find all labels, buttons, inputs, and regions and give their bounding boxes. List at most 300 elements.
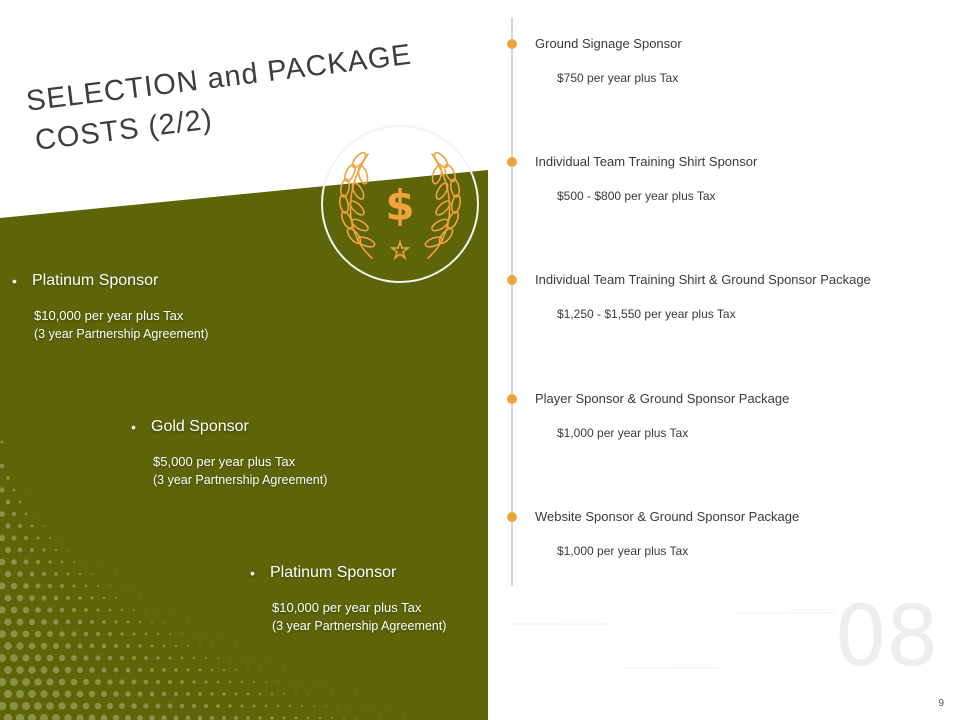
halftone-dot: [169, 609, 170, 610]
halftone-dot: [295, 693, 297, 695]
halftone-dot: [180, 704, 185, 709]
halftone-dot: [174, 692, 178, 696]
halftone-dot: [72, 608, 76, 612]
halftone-dot: [295, 669, 296, 670]
halftone-dot: [59, 631, 65, 637]
halftone-dot: [181, 633, 182, 634]
halftone-dot: [125, 691, 130, 696]
halftone-dot: [235, 693, 238, 696]
halftone-dot: [199, 669, 202, 672]
halftone-dot: [89, 667, 95, 673]
halftone-dot: [34, 678, 41, 685]
dollar-laurel-icon: [320, 124, 480, 284]
halftone-dot: [31, 525, 34, 528]
halftone-dot: [16, 642, 23, 649]
halftone-dot: [217, 681, 220, 684]
halftone-dot: [23, 607, 29, 613]
halftone-dot: [109, 609, 112, 612]
timeline-label: Individual Team Training Shirt & Ground Sponsor Package: [535, 272, 871, 287]
halftone-dot: [180, 680, 184, 684]
halftone-dot: [31, 501, 32, 502]
halftone-dot: [133, 585, 134, 586]
halftone-dot: [11, 607, 18, 614]
halftone-dot: [35, 607, 41, 613]
sponsor-note: (3 year Partnership Agreement): [34, 327, 209, 341]
halftone-dot: [144, 680, 149, 685]
halftone-dot: [53, 619, 58, 624]
halftone-dot: [119, 703, 125, 709]
halftone-dot: [10, 654, 18, 662]
halftone-dot: [5, 571, 11, 577]
halftone-dot: [78, 620, 83, 625]
halftone-dot: [223, 669, 225, 671]
halftone-dot: [107, 679, 113, 685]
halftone-dot: [107, 703, 113, 709]
halftone-dot: [55, 549, 57, 551]
timeline-label: Website Sponsor & Ground Sponsor Package: [535, 509, 800, 524]
halftone-dot: [132, 680, 137, 685]
halftone-dot: [55, 525, 56, 526]
halftone-dot: [25, 513, 28, 516]
timeline-label: Ground Signage Sponsor: [535, 36, 682, 51]
halftone-dot: [54, 596, 59, 601]
halftone-dot: [34, 702, 42, 710]
halftone-dot: [58, 702, 65, 709]
halftone-dot: [138, 644, 141, 647]
halftone-dot: [145, 633, 148, 636]
halftone-dot: [150, 668, 154, 672]
halftone-dot: [52, 690, 59, 697]
halftone-dot: [71, 655, 77, 661]
halftone-dot: [131, 703, 137, 709]
halftone-dot: [54, 572, 58, 576]
halftone-dot: [5, 547, 11, 553]
halftone-dot: [121, 585, 122, 586]
halftone-dot: [108, 632, 112, 636]
halftone-dot: [28, 690, 36, 698]
halftone-dot: [113, 667, 118, 672]
halftone-dot: [253, 681, 255, 683]
halftone-dot: [139, 621, 141, 623]
timeline-dot: [507, 394, 517, 404]
halftone-dot: [97, 561, 98, 562]
halftone-dot: [265, 657, 266, 658]
halftone-dot: [145, 609, 146, 610]
timeline-item: [506, 35, 936, 86]
halftone-dot: [23, 559, 28, 564]
halftone-dot: [270, 716, 273, 719]
sponsor-platinum-2: [250, 563, 446, 635]
halftone-dot: [319, 717, 321, 719]
halftone-dot: [241, 657, 242, 658]
halftone-dot: [204, 680, 207, 683]
halftone-dot: [48, 560, 51, 563]
halftone-dot: [168, 704, 173, 709]
halftone-dot: [65, 691, 72, 698]
halftone-dot: [210, 692, 214, 696]
halftone-dot: [60, 608, 65, 613]
halftone-dot: [10, 630, 17, 637]
halftone-dot: [295, 717, 298, 720]
halftone-dot: [23, 583, 29, 589]
halftone-dot: [193, 657, 195, 659]
timeline-label: Individual Team Training Shirt Sponsor: [535, 154, 758, 169]
title-line-2: COSTS (2/2): [33, 103, 215, 157]
sponsor-name: Platinum Sponsor: [270, 564, 397, 581]
halftone-dot: [307, 693, 308, 694]
halftone-dot: [192, 680, 195, 683]
halftone-dot: [168, 656, 171, 659]
halftone-dot: [103, 597, 105, 599]
halftone-dot: [175, 621, 176, 622]
halftone-dot: [35, 631, 41, 637]
halftone-dot: [127, 597, 128, 598]
halftone-dot: [29, 595, 35, 601]
halftone-dot: [5, 523, 10, 528]
halftone-dot: [240, 704, 243, 707]
halftone-dot: [77, 643, 82, 648]
halftone-dot: [259, 693, 261, 695]
dollar-symbol: $: [385, 181, 415, 230]
halftone-dot: [143, 703, 148, 708]
halftone-dot: [65, 643, 71, 649]
halftone-dot: [331, 717, 333, 719]
halftone-dot: [222, 716, 226, 720]
halftone-dot: [252, 704, 255, 707]
halftone-dot: [102, 620, 106, 624]
halftone-dot: [115, 573, 116, 574]
halftone-dot: [1, 441, 4, 444]
halftone-dot: [78, 596, 82, 600]
halftone-dot: [53, 643, 59, 649]
halftone-dot: [211, 645, 212, 646]
halftone-dot: [313, 681, 314, 682]
halftone-dot: [156, 680, 160, 684]
halftone-dot: [403, 717, 404, 718]
timeline-dot: [507, 157, 517, 167]
halftone-dot: [150, 644, 153, 647]
halftone-dot: [65, 667, 71, 673]
halftone-dot: [385, 705, 386, 706]
halftone-dot: [204, 704, 208, 708]
halftone-dot: [175, 645, 177, 647]
halftone-dot: [361, 705, 362, 706]
sponsor-gold: [131, 417, 327, 489]
halftone-dot: [61, 537, 62, 538]
halftone-dot: [181, 657, 184, 660]
halftone-dot: [216, 704, 220, 708]
halftone-dot: [67, 549, 68, 550]
halftone-dot: [95, 679, 101, 685]
halftone-dot: [253, 657, 254, 658]
halftone-dot: [35, 583, 40, 588]
halftone-dot: [120, 656, 124, 660]
halftone-dot: [97, 585, 99, 587]
halftone-dot: [337, 705, 338, 706]
halftone-dot: [379, 717, 380, 718]
halftone-dot: [283, 717, 286, 720]
bullet: •: [12, 273, 17, 289]
halftone-dot: [168, 680, 172, 684]
halftone-dot: [367, 717, 368, 718]
halftone-dot: [47, 655, 54, 662]
halftone-dot: [84, 608, 88, 612]
halftone-dot: [17, 619, 24, 626]
halftone-dot: [42, 548, 45, 551]
halftone-dot: [23, 631, 30, 638]
halftone-dot: [132, 632, 135, 635]
halftone-dot: [283, 669, 284, 670]
timeline-price: $500 - $800 per year plus Tax: [557, 189, 716, 203]
halftone-dot: [37, 513, 38, 514]
halftone-dot: [186, 668, 189, 671]
timeline-item: [506, 390, 936, 441]
halftone-dot: [229, 657, 230, 658]
halftone-dot: [89, 691, 95, 697]
halftone-dot: [151, 621, 153, 623]
halftone-dot: [6, 476, 9, 479]
halftone-dot: [319, 693, 320, 694]
halftone-dot: [101, 667, 106, 672]
halftone-dot: [155, 703, 160, 708]
halftone-dot: [228, 704, 232, 708]
halftone-dot: [223, 645, 224, 646]
halftone-dot: [343, 717, 345, 719]
halftone-dot: [246, 716, 250, 720]
halftone-dot: [133, 609, 135, 611]
halftone-dot: [60, 584, 64, 588]
halftone-dot: [91, 597, 94, 600]
halftone-dot: [271, 669, 272, 670]
sponsor-note: (3 year Partnership Agreement): [153, 473, 328, 487]
halftone-dot: [265, 681, 267, 683]
halftone-dot: [16, 690, 24, 698]
timeline-label: Player Sponsor & Ground Sponsor Package: [535, 391, 790, 406]
halftone-dot: [247, 669, 248, 670]
halftone-dot: [43, 525, 45, 527]
halftone-dot: [66, 620, 71, 625]
halftone-dot: [95, 655, 100, 660]
halftone-dot: [109, 585, 110, 586]
halftone-dot: [391, 717, 392, 718]
halftone-dot: [265, 705, 268, 708]
halftone-dot: [48, 584, 52, 588]
halftone-dot: [126, 644, 130, 648]
halftone-dot: [46, 678, 53, 685]
halftone-dot: [101, 691, 107, 697]
halftone-dot: [163, 621, 164, 622]
halftone-dot: [307, 717, 309, 719]
halftone-dot: [90, 644, 95, 649]
halftone-dot: [277, 681, 278, 682]
timeline-price: $750 per year plus Tax: [557, 71, 679, 85]
halftone-dot: [11, 583, 17, 589]
halftone-dot: [283, 693, 285, 695]
halftone-dot: [53, 667, 60, 674]
halftone-dot: [108, 656, 113, 661]
title-line-1: SELECTION and PACKAGE: [24, 38, 414, 118]
halftone-dot: [96, 608, 99, 611]
halftone-dot: [162, 668, 166, 672]
halftone-dot: [222, 692, 225, 695]
halftone-dot: [162, 692, 167, 697]
halftone-dot: [325, 705, 327, 707]
halftone-dot: [10, 678, 18, 686]
halftone-dot: [126, 668, 131, 673]
halftone-dot: [59, 679, 66, 686]
timeline-price: $1,000 per year plus Tax: [557, 426, 689, 440]
halftone-dot: [127, 621, 130, 624]
halftone-dot: [114, 620, 117, 623]
halftone-dot: [289, 705, 291, 707]
halftone-dot: [205, 657, 207, 659]
sponsor-price: $5,000 per year plus Tax: [153, 454, 296, 469]
halftone-dot: [6, 500, 11, 505]
halftone-dot: [139, 597, 140, 598]
halftone-dot: [114, 644, 118, 648]
halftone-dot: [41, 595, 46, 600]
halftone-dot: [77, 667, 83, 673]
sponsor-note: (3 year Partnership Agreement): [272, 619, 447, 633]
sponsor-name: Gold Sponsor: [151, 418, 249, 435]
halftone-dot: [271, 693, 273, 695]
halftone-dot: [83, 679, 89, 685]
halftone-dot: [186, 692, 190, 696]
halftone-dot: [205, 633, 206, 634]
halftone-dot: [355, 693, 356, 694]
halftone-dot: [46, 702, 54, 710]
halftone-dot: [157, 633, 159, 635]
halftone-dot: [29, 571, 34, 576]
halftone-dot: [24, 536, 28, 540]
halftone-dot: [241, 681, 243, 683]
halftone-dot: [150, 692, 155, 697]
halftone-dot: [5, 595, 12, 602]
halftone-dot: [85, 561, 86, 562]
halftone-dot: [79, 573, 81, 575]
halftone-dot: [277, 705, 280, 708]
halftone-dot: [4, 618, 11, 625]
timeline-price: $1,000 per year plus Tax: [557, 544, 689, 558]
halftone-dot: [151, 597, 152, 598]
halftone-dot: [169, 633, 171, 635]
halftone-dot: [12, 512, 16, 516]
halftone-dot: [289, 681, 290, 682]
halftone-dot: [22, 702, 30, 710]
halftone-dot: [30, 548, 34, 552]
halftone-dot: [66, 596, 70, 600]
halftone-dot: [349, 705, 350, 706]
halftone-dot: [17, 595, 23, 601]
halftone-dot: [313, 705, 315, 707]
timeline-dot: [507, 275, 517, 285]
halftone-dot: [235, 645, 236, 646]
halftone-dot: [325, 681, 326, 682]
halftone-dot: [72, 584, 75, 587]
halftone-dot: [67, 573, 70, 576]
halftone-dot: [193, 633, 194, 634]
halftone-dot: [18, 524, 22, 528]
bullet: •: [250, 565, 255, 581]
halftone-dot: [217, 657, 219, 659]
halftone-dot: [4, 642, 12, 650]
halftone-dot: [17, 571, 23, 577]
halftone-dot: [234, 716, 238, 720]
timeline-price: $1,250 - $1,550 per year plus Tax: [557, 307, 736, 321]
halftone-dot: [83, 655, 89, 661]
halftone-dot: [91, 573, 93, 575]
halftone-dot: [115, 597, 117, 599]
halftone-dot: [247, 693, 250, 696]
halftone-dot: [119, 679, 124, 684]
halftone-dot: [156, 656, 159, 659]
halftone-dot: [192, 704, 196, 708]
halftone-dot: [10, 702, 18, 710]
halftone-dot: [47, 607, 52, 612]
halftone-dot: [211, 669, 213, 671]
halftone-dot: [247, 645, 248, 646]
halftone-dot: [331, 693, 332, 694]
timeline-item: [506, 271, 936, 322]
halftone-dot: [47, 631, 53, 637]
halftone-dot: [49, 537, 51, 539]
halftone-dot: [28, 666, 35, 673]
halftone-dot: [41, 643, 47, 649]
halftone-dot: [199, 645, 201, 647]
sponsor-price: $10,000 per year plus Tax: [272, 600, 422, 615]
halftone-dot: [29, 619, 35, 625]
halftone-dot: [71, 679, 77, 685]
halftone-dot: [301, 705, 303, 707]
halftone-dot: [120, 632, 124, 636]
halftone-dot: [11, 535, 16, 540]
halftone-dot: [144, 656, 148, 660]
halftone-dot: [4, 666, 12, 674]
halftone-dot: [113, 691, 119, 697]
halftone-dot: [19, 501, 22, 504]
halftone-dot: [16, 666, 24, 674]
halftone-dot: [36, 560, 40, 564]
halftone-dot: [343, 693, 344, 694]
halftone-dot: [137, 691, 142, 696]
halftone-dot: [22, 678, 30, 686]
halftone-dot: [198, 692, 202, 696]
halftone-dot: [187, 645, 189, 647]
page-number: 9: [938, 698, 944, 709]
sponsor-platinum-1: [12, 271, 208, 343]
halftone-dot: [25, 489, 26, 490]
halftone-dot: [61, 561, 64, 564]
halftone-dot: [41, 619, 47, 625]
halftone-dot: [73, 561, 75, 563]
halftone-dot: [121, 609, 123, 611]
timeline-item: [506, 153, 936, 204]
halftone-dot: [17, 547, 22, 552]
decorative-lines: [500, 600, 840, 680]
halftone-dot: [36, 536, 39, 539]
halftone-dot: [41, 667, 48, 674]
halftone-dot: [35, 655, 42, 662]
halftone-dot: [71, 703, 78, 710]
halftone-dot: [138, 668, 142, 672]
halftone-dot: [415, 717, 416, 718]
halftone-dot: [79, 549, 80, 550]
halftone-dot: [84, 632, 89, 637]
halftone-dot: [4, 690, 12, 698]
timeline-item: [506, 508, 936, 559]
timeline-dot: [507, 512, 517, 522]
halftone-dot: [29, 643, 36, 650]
